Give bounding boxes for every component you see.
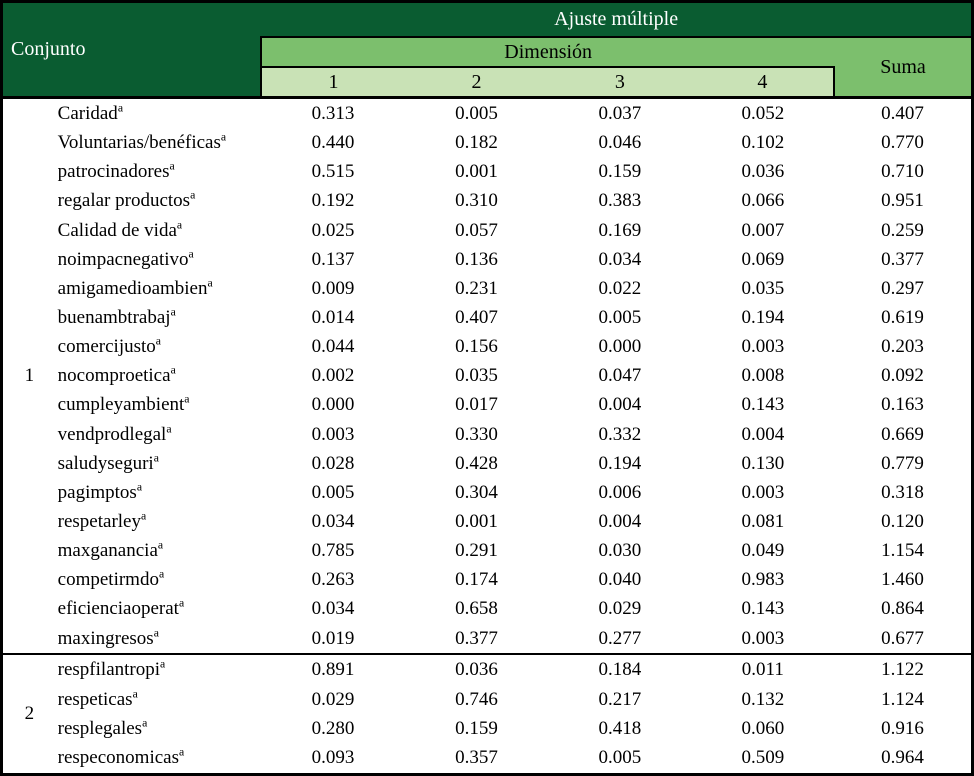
dimension-2-value: 0.057 <box>405 216 548 245</box>
footnote-marker: a <box>158 567 165 581</box>
dimension-1-value: 0.891 <box>261 654 404 684</box>
table-row <box>2 714 973 743</box>
footnote-marker: a <box>155 334 162 348</box>
row-label <box>56 537 262 566</box>
dimension-4-value: 0.102 <box>692 129 834 158</box>
footnote-marker: a <box>160 657 166 671</box>
table-row <box>2 743 973 774</box>
table-row <box>2 362 973 391</box>
row-label <box>56 507 262 536</box>
dimension-3-value: 0.022 <box>548 274 691 303</box>
dimension-2-value: 0.017 <box>405 391 548 420</box>
conjunto-group-number: 1 <box>2 98 56 655</box>
suma-value: 0.619 <box>834 303 972 332</box>
footnote-marker: a <box>190 189 196 203</box>
dimension-3-value: 0.000 <box>548 333 691 362</box>
table-row <box>2 595 973 624</box>
dimension-2-value: 0.036 <box>405 654 548 684</box>
dimension-2-value: 0.136 <box>405 245 548 274</box>
row-label-text: cumpleyambient <box>57 394 185 416</box>
suma-value: 0.710 <box>834 158 972 187</box>
suma-value: 0.297 <box>834 274 972 303</box>
dimension-2-value: 0.407 <box>405 303 548 332</box>
row-label-text: vendprodlegal <box>57 423 167 445</box>
suma-value: 0.677 <box>834 624 972 654</box>
table-row <box>2 507 973 536</box>
footnote-marker: a <box>153 626 159 640</box>
dimension-2-header-cell: 2 <box>405 67 548 98</box>
table-row <box>2 245 973 274</box>
table-row <box>2 303 973 332</box>
table-row <box>2 420 973 449</box>
footnote-marker: a <box>142 716 148 730</box>
row-label <box>56 624 262 654</box>
row-label <box>56 216 262 245</box>
table-row <box>2 129 973 158</box>
suma-value: 0.092 <box>834 362 972 391</box>
footnote-marker: a <box>170 363 176 377</box>
row-label <box>56 449 262 478</box>
table-row <box>2 537 973 566</box>
dimension-4-value: 0.003 <box>692 624 834 654</box>
dimension-1-value: 0.002 <box>261 362 404 391</box>
row-label <box>56 654 262 684</box>
dimension-4-value: 0.194 <box>692 303 834 332</box>
dimension-1-value: 0.025 <box>261 216 404 245</box>
dimension-4-value: 0.011 <box>692 654 834 684</box>
suma-value: 0.916 <box>834 714 972 743</box>
footnote-marker: a <box>207 276 213 290</box>
dimension-3-value: 0.332 <box>548 420 691 449</box>
row-label-text: maxganancia <box>57 540 158 562</box>
dimension-3-value: 0.217 <box>548 685 691 714</box>
dimension-3-value: 0.194 <box>548 449 691 478</box>
conjunto-header-cell: Conjunto <box>2 2 262 98</box>
dimension-4-value: 0.983 <box>692 566 834 595</box>
dimension-2-value: 0.156 <box>405 333 548 362</box>
row-label <box>56 274 262 303</box>
dimension-2-value: 0.377 <box>405 624 548 654</box>
row-label <box>56 714 262 743</box>
dimension-1-value: 0.515 <box>261 158 404 187</box>
dimension-2-value: 0.001 <box>405 507 548 536</box>
row-label-text: maxingresos <box>57 627 154 649</box>
dimension-3-value: 0.037 <box>548 98 691 129</box>
table-row <box>2 566 973 595</box>
row-label-text: respeconomicas <box>57 747 179 769</box>
suma-value: 0.779 <box>834 449 972 478</box>
row-label <box>56 391 262 420</box>
dimension-1-value: 0.034 <box>261 507 404 536</box>
row-label-text: respetarley <box>57 511 141 533</box>
row-label-text: nocomproetica <box>57 365 171 387</box>
dimension-2-value: 0.357 <box>405 743 548 774</box>
dimension-4-value: 0.143 <box>692 391 834 420</box>
table-row <box>2 98 973 129</box>
row-label <box>56 333 262 362</box>
dimension-3-value: 0.034 <box>548 245 691 274</box>
dimension-2-value: 0.231 <box>405 274 548 303</box>
table-row <box>2 187 973 216</box>
row-label-text: respeticas <box>57 688 133 710</box>
table-row <box>2 216 973 245</box>
row-label-text: saludyseguri <box>57 452 154 474</box>
footnote-marker: a <box>157 538 164 552</box>
dimension-2-value: 0.310 <box>405 187 548 216</box>
dimension-2-value: 0.291 <box>405 537 548 566</box>
dimension-3-value: 0.029 <box>548 595 691 624</box>
dimension-4-value: 0.066 <box>692 187 834 216</box>
row-label <box>56 129 262 158</box>
footnote-marker: a <box>176 218 183 232</box>
row-label-text: Caridad <box>57 102 118 124</box>
row-label <box>56 595 262 624</box>
dimension-1-value: 0.009 <box>261 274 404 303</box>
dimension-2-value: 0.428 <box>405 449 548 478</box>
dimension-1-value: 0.014 <box>261 303 404 332</box>
row-label <box>56 98 262 129</box>
dimension-1-value: 0.019 <box>261 624 404 654</box>
table-row <box>2 624 973 654</box>
footnote-marker: a <box>117 101 124 115</box>
header-row-1 <box>2 2 973 38</box>
footnote-marker: a <box>141 509 147 523</box>
suma-value: 0.120 <box>834 507 972 536</box>
dimension-3-value: 0.159 <box>548 158 691 187</box>
dimension-1-value: 0.192 <box>261 187 404 216</box>
table-row <box>2 391 973 420</box>
dimension-1-value: 0.263 <box>261 566 404 595</box>
suma-value: 1.154 <box>834 537 972 566</box>
dimension-4-value: 0.004 <box>692 420 834 449</box>
row-label-text: amigamedioambien <box>57 277 208 299</box>
dimension-4-value: 0.509 <box>692 743 834 774</box>
dimension-3-value: 0.004 <box>548 507 691 536</box>
dimension-2-value: 0.330 <box>405 420 548 449</box>
dimension-2-value: 0.746 <box>405 685 548 714</box>
dimension-2-value: 0.658 <box>405 595 548 624</box>
row-label <box>56 478 262 507</box>
footnote-marker: a <box>153 451 159 465</box>
suma-value: 0.259 <box>834 216 972 245</box>
dimension-4-value: 0.036 <box>692 158 834 187</box>
row-label-text: regalar productos <box>57 190 191 212</box>
table-row <box>2 274 973 303</box>
dimension-4-value: 0.003 <box>692 478 834 507</box>
dimension-4-value: 0.007 <box>692 216 834 245</box>
dimension-2-value: 0.304 <box>405 478 548 507</box>
row-label-text: noimpacnegativo <box>57 248 189 270</box>
row-label-text: Voluntarias/benéficas <box>57 132 221 154</box>
dimension-1-value: 0.280 <box>261 714 404 743</box>
row-label-text: buenambtrabaj <box>57 307 171 329</box>
suma-value: 0.669 <box>834 420 972 449</box>
dimension-2-value: 0.001 <box>405 158 548 187</box>
footnote-marker: a <box>184 393 190 407</box>
dimension-1-value: 0.093 <box>261 743 404 774</box>
row-label <box>56 187 262 216</box>
dimension-3-value: 0.006 <box>548 478 691 507</box>
footnote-marker: a <box>169 160 175 173</box>
dimension-4-value: 0.049 <box>692 537 834 566</box>
dimension-4-value: 0.130 <box>692 449 834 478</box>
footnote-marker: a <box>132 687 138 701</box>
dimension-4-header-cell: 4 <box>692 67 834 98</box>
row-label <box>56 420 262 449</box>
suma-value: 1.122 <box>834 654 972 684</box>
footnote-marker: a <box>188 247 194 261</box>
suma-header-cell: Suma <box>834 37 972 98</box>
dimension-3-value: 0.383 <box>548 187 691 216</box>
dimension-header-cell: Dimensión <box>261 37 834 67</box>
dimension-3-value: 0.004 <box>548 391 691 420</box>
dimension-2-value: 0.174 <box>405 566 548 595</box>
dimension-4-value: 0.052 <box>692 98 834 129</box>
dimension-1-value: 0.785 <box>261 537 404 566</box>
dimension-3-value: 0.047 <box>548 362 691 391</box>
dimension-3-value: 0.030 <box>548 537 691 566</box>
dimension-3-value: 0.277 <box>548 624 691 654</box>
dimension-3-value: 0.046 <box>548 129 691 158</box>
row-label-text: Calidad de vida <box>57 219 177 241</box>
dimension-3-value: 0.005 <box>548 303 691 332</box>
suma-value: 0.377 <box>834 245 972 274</box>
dimension-3-value: 0.418 <box>548 714 691 743</box>
footnote-marker: a <box>170 305 176 319</box>
dimension-4-value: 0.035 <box>692 274 834 303</box>
suma-value: 0.163 <box>834 391 972 420</box>
dimension-4-value: 0.132 <box>692 685 834 714</box>
dimension-1-header-cell: 1 <box>261 67 404 98</box>
footnote-marker: a <box>136 480 143 494</box>
table-header <box>2 2 973 98</box>
row-label-text: resplegales <box>57 717 143 739</box>
suma-value: 0.318 <box>834 478 972 507</box>
dimension-1-value: 0.029 <box>261 685 404 714</box>
suma-value: 0.770 <box>834 129 972 158</box>
suma-value: 1.124 <box>834 685 972 714</box>
dimension-2-value: 0.182 <box>405 129 548 158</box>
dimension-1-value: 0.028 <box>261 449 404 478</box>
dimension-4-value: 0.003 <box>692 333 834 362</box>
table-row <box>2 333 973 362</box>
row-label-text: patrocinadores <box>57 161 170 183</box>
dimension-3-value: 0.184 <box>548 654 691 684</box>
row-label <box>56 245 262 274</box>
table-body <box>2 98 973 775</box>
dimension-1-value: 0.313 <box>261 98 404 129</box>
dimension-4-value: 0.008 <box>692 362 834 391</box>
footnote-marker: a <box>220 130 227 144</box>
dimension-4-value: 0.081 <box>692 507 834 536</box>
suma-value: 0.864 <box>834 595 972 624</box>
suma-value: 0.964 <box>834 743 972 774</box>
row-label <box>56 685 262 714</box>
row-label-text: pagimptos <box>57 481 137 503</box>
suma-value: 1.460 <box>834 566 972 595</box>
dimension-3-value: 0.169 <box>548 216 691 245</box>
table-row <box>2 685 973 714</box>
row-label <box>56 743 262 774</box>
dimension-2-value: 0.159 <box>405 714 548 743</box>
table-row <box>2 158 973 187</box>
suma-value: 0.407 <box>834 98 972 129</box>
dimension-3-value: 0.005 <box>548 743 691 774</box>
table-row <box>2 449 973 478</box>
dimension-4-value: 0.069 <box>692 245 834 274</box>
dimension-1-value: 0.005 <box>261 478 404 507</box>
dimension-3-header-cell: 3 <box>548 67 691 98</box>
dimension-1-value: 0.034 <box>261 595 404 624</box>
dimension-2-value: 0.005 <box>405 98 548 129</box>
dimension-3-value: 0.040 <box>548 566 691 595</box>
dimension-4-value: 0.143 <box>692 595 834 624</box>
row-label-text: respfilantropi <box>57 659 161 681</box>
row-label-text: competirmdo <box>57 569 159 591</box>
conjunto-group-number: 2 <box>2 654 56 774</box>
row-label <box>56 158 262 187</box>
row-label-text: comercijusto <box>57 336 156 358</box>
footnote-marker: a <box>178 597 185 611</box>
row-label-text: eficienciaoperat <box>57 598 179 620</box>
dimension-1-value: 0.003 <box>261 420 404 449</box>
footnote-marker: a <box>166 422 172 436</box>
suma-value: 0.203 <box>834 333 972 362</box>
ajuste-multiple-header-cell: Ajuste múltiple <box>261 2 972 38</box>
row-label <box>56 303 262 332</box>
footnote-marker: a <box>179 745 185 759</box>
dimension-1-value: 0.440 <box>261 129 404 158</box>
dimension-1-value: 0.000 <box>261 391 404 420</box>
dimension-2-value: 0.035 <box>405 362 548 391</box>
row-label <box>56 362 262 391</box>
table-row <box>2 654 973 684</box>
suma-value: 0.951 <box>834 187 972 216</box>
dimension-1-value: 0.137 <box>261 245 404 274</box>
dimension-4-value: 0.060 <box>692 714 834 743</box>
row-label <box>56 566 262 595</box>
table-row <box>2 478 973 507</box>
dimension-1-value: 0.044 <box>261 333 404 362</box>
